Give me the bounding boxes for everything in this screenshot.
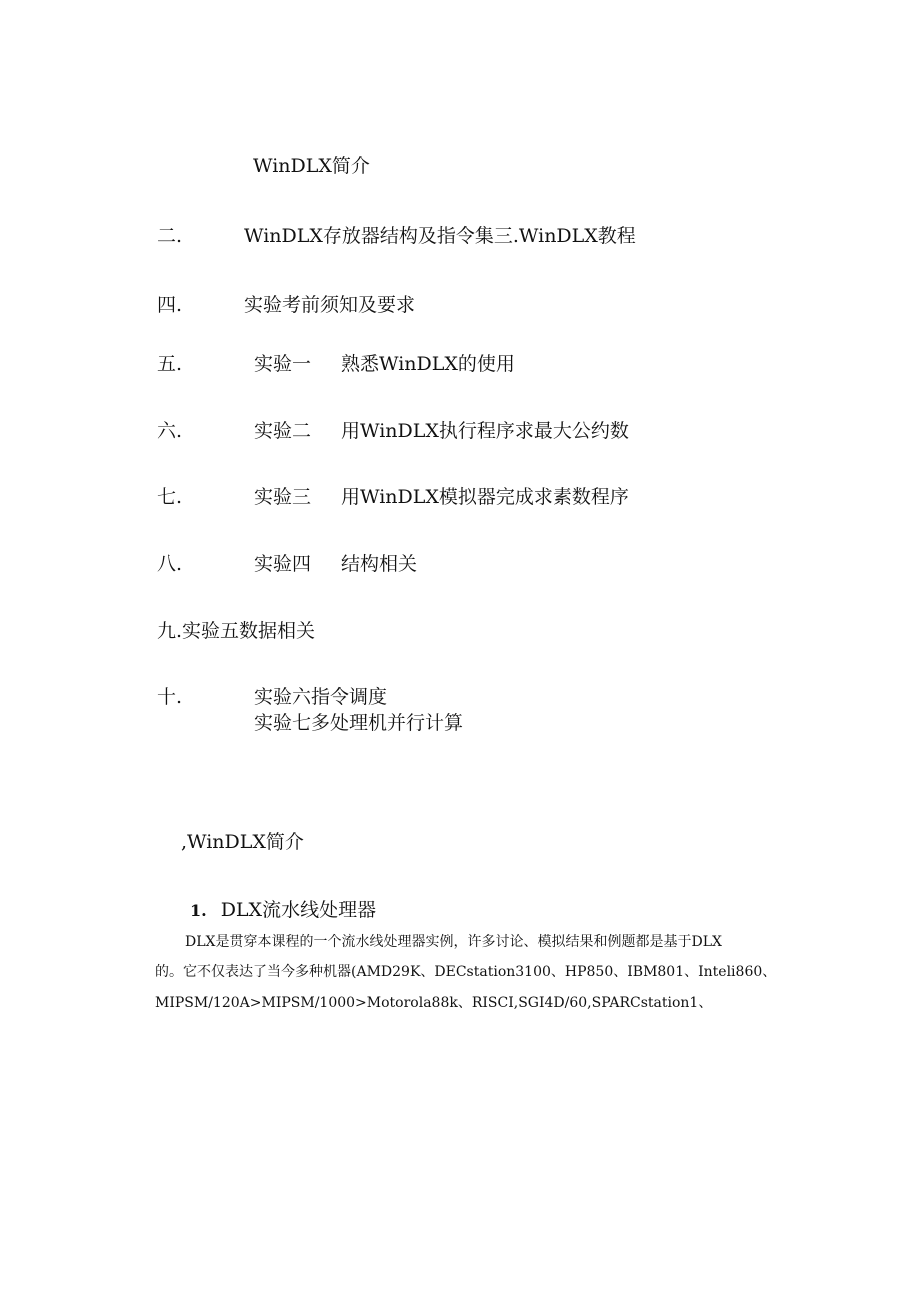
paragraph-line-3: MIPSM/120A>MIPSM/1000>Motorola88k、RISCI,SGI4D/60,SPARCstation1、 (155, 995, 713, 1011)
toc-item-2-number: 二. (157, 225, 183, 247)
toc-item-1: WinDLX简介 (253, 155, 370, 177)
toc-item-7-label: 实验三 (254, 486, 312, 508)
toc-item-5-text: 熟悉WinDLX的使用 (341, 353, 515, 375)
toc-item-5-number: 五. (157, 353, 183, 375)
paragraph-line-1: DLX是贯穿本课程的一个流水线处理器实例，许多讨论、模拟结果和例题都是基于DLX (185, 934, 722, 950)
toc-item-5-label: 实验一 (254, 353, 312, 375)
toc-item-6-number: 六. (157, 420, 183, 442)
toc-item-7-number: 七. (157, 486, 183, 508)
toc-item-6-label: 实验二 (254, 420, 312, 442)
toc-item-4-number: 四. (157, 294, 183, 316)
toc-item-10-text: 实验六指令调度 (254, 686, 388, 708)
toc-item-4-text: 实验考前须知及要求 (244, 294, 416, 316)
toc-item-2-text: WinDLX存放器结构及指令集三.WinDLX教程 (244, 225, 636, 247)
toc-item-9: 九.实验五数据相关 (157, 620, 316, 642)
paragraph-line-2: 的。它不仅表达了当今多种机器(AMD29K、DECstation3100、HP850、IBM801、Inteli860、 (155, 964, 777, 980)
toc-item-8-label: 实验四 (254, 553, 312, 575)
subsection-heading (190, 898, 376, 923)
toc-item-6-text: 用WinDLX执行程序求最大公约数 (341, 420, 629, 442)
subsection-title: DLX流水线处理器 (220, 899, 377, 921)
toc-item-10-number: 十. (157, 686, 183, 708)
toc-item-8-number: 八. (157, 553, 183, 575)
toc-item-11: 实验七多处理机并行计算 (254, 712, 464, 734)
section-heading: ,WinDLX简介 (181, 831, 304, 853)
toc-item-7-text: 用WinDLX模拟器完成求素数程序 (341, 486, 629, 508)
subsection-number: 1. (190, 901, 207, 920)
toc-item-8-text: 结构相关 (341, 553, 418, 575)
